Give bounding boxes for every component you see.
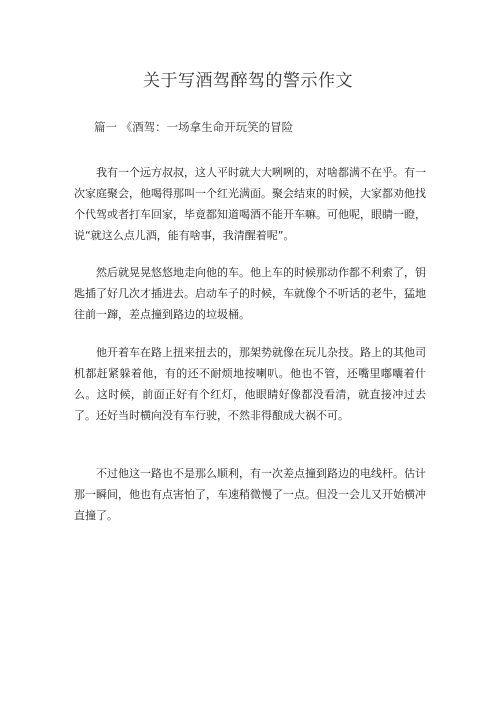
paragraph-3: 他开着车在路上扭来扭去的，那架势就像在玩儿杂技。路上的其他司机都赶紧躲着他，有的还不耐烦地按喇叭。他也不管，还嘴里嘟囔着什么。这时候，前面正好有个红灯，他眼睛好像都没看清，就直接冲过去了。还好当时横向没有车行驶，不然非得酿成大祸不可。: [74, 346, 426, 422]
document-title: 关于写酒驾醉驾的警示作文: [143, 71, 353, 91]
paragraph-1: 我有一个远方叔叔，这人平时就大大咧咧的，对啥都满不在乎。有一次家庭聚会，他喝得那叫一个红光满面。聚会结束的时候，大家都劝他找个代驾或者打车回家，毕竟都知道喝酒不能开车嘛。可他呢，眼睛一瞪，说“就这么点儿酒，能有啥事，我清醒着呢”。: [74, 166, 426, 242]
section-heading: 篇一 《酒驾：一场拿生命开玩笑的冒险: [94, 120, 294, 134]
paragraph-4: 不过他这一路也不是那么顺利，有一次差点撞到路边的电线杆。估计那一瞬间，他也有点害怕了，车速稍微慢了一点。但没一会儿又开始横冲直撞了。: [74, 467, 426, 522]
paragraph-2: 然后就晃晃悠悠地走向他的车。他上车的时候那动作都不利索了，钥匙插了好几次才插进去。启动车子的时候，车就像个不听话的老牛，猛地往前一蹿，差点撞到路边的垃圾桶。: [74, 266, 426, 321]
